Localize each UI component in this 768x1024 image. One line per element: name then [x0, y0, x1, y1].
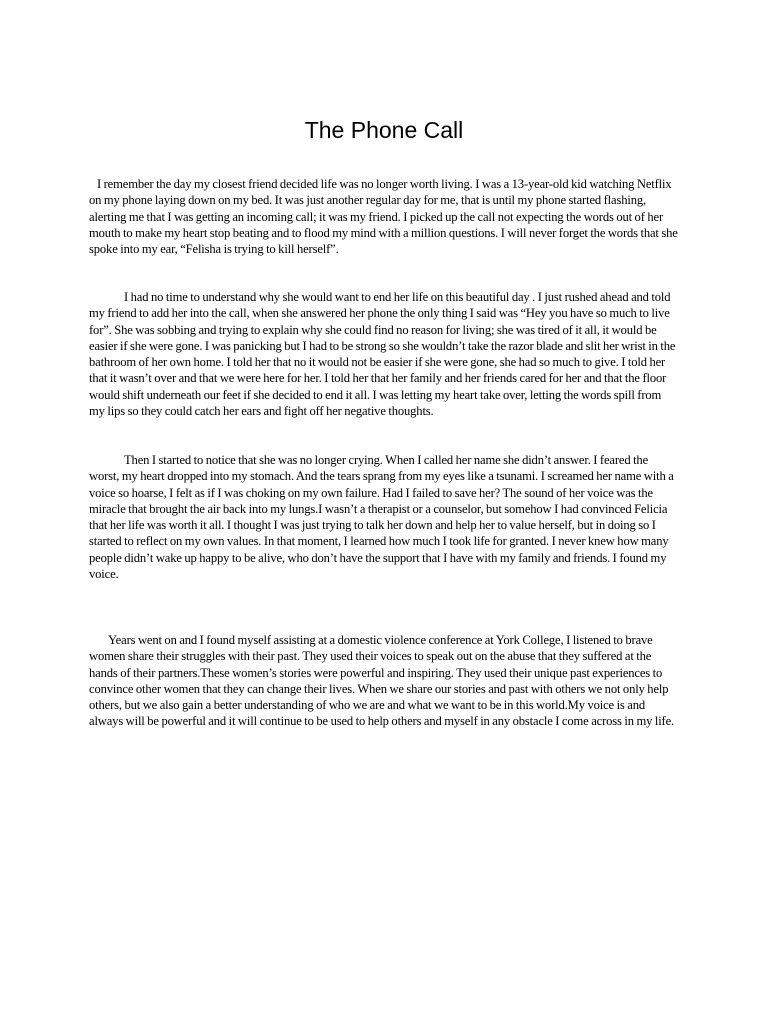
paragraph-1: I remember the day my closest friend decided life was no longer worth living. I was a 13-year-old kid watching Netflix on my phone laying down on my bed. It was just another regular day for me, that is until my phone started flashing, alerting me that I was getting an incoming call; it was my friend. I picked up the call not expecting the words out of her mouth to make my heart stop beating and to flood my mind with a million questions. I will never forget the words that she spoke into my ear, “Felisha is trying to kill herself”. — [89, 177, 678, 257]
paragraph-2: I had no time to understand why she would want to end her life on this beautiful day . I just rushed ahead and told my friend to add her into the call, when she answered her phone the only thing I said was “Hey you have so much to live for”. She was sobbing and trying to explain why she could find no reason for living; she was tired of it all, it would be easier if she were gone. I was panicking but I had to be strong so she wouldn’t take the razor blade and slit her wrist in the bathroom of her own home. I told her that no it would not be easier if she were gone, she had so much to give. I told her that it wasn’t over and that we were here for her. I told her that her family and her friends cared for her and that the floor would shift underneath our feet if she decided to end it all. I was letting my heart take over, letting the words spill from my lips so they could catch her ears and fight off her negative thoughts. — [89, 290, 676, 419]
paragraph-4: Years went on and I found myself assisting at a domestic violence conference at York College, I listened to brave women share their struggles with their past. They used their voices to speak out on the abuse that they suffered at the hands of their partners.These women’s stories were powerful and inspiring. They used their unique past experiences to convince other women that they can change their lives. When we share our stories and past with others we not only help others, but we also gain a better understanding of who we are and what we want to be in this world.My voice is and always will be powerful and it will continue to be used to help others and myself in any obstacle I come across in my life. — [89, 633, 675, 729]
paragraph-3: Then I started to notice that she was no longer crying. When I called her name she didn’t answer. I feared the worst, my heart dropped into my stomach. And the tears sprang from my eyes like a tsunami. I screamed her name with a voice so hoarse, I felt as if I was choking on my own failure. Had I failed to save her? The sound of her voice was the miracle that brought the air back into my lungs.I wasn’t a therapist or a counselor, but somehow I had convinced Felicia that her life was worth it all. I thought I was just trying to talk her down and help her to value herself, but in doing so I started to reflect on my own values. In that moment, I learned how much I took life for granted. I never knew how many people didn’t wake up happy to be alive, who don’t have the support that I have with my family and friends. I found my voice. — [89, 453, 674, 582]
document-title: The Phone Call — [304, 117, 464, 143]
